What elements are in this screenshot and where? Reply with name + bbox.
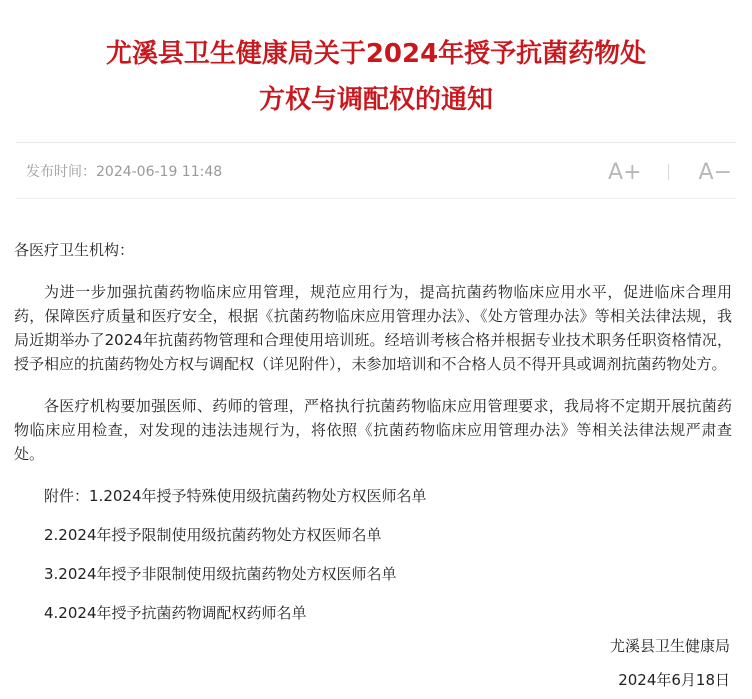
- attachments-label: 附件：: [44, 487, 90, 505]
- attachment-item[interactable]: 3.2024年授予非限制使用级抗菌药物处方权医师名单: [44, 565, 397, 583]
- salutation: 各医疗卫生机构：: [14, 241, 135, 259]
- paragraph: 各医疗机构要加强医师、药师的管理，严格执行抗菌药物临床应用管理要求，我局将不定期开展抗菌药物临床应用检查，对发现的违法违规行为，将依照《抗菌药物临床应用管理办法》等相关法律法规严肃查处。: [14, 397, 732, 463]
- signer: 尤溪县卫生健康局: [609, 637, 730, 655]
- font-increase-button[interactable]: A+: [608, 159, 642, 185]
- publish-info: [26, 161, 222, 181]
- document-date: 2024年6月18日: [618, 671, 730, 689]
- page-title: [10, 31, 742, 123]
- meta-row: [16, 150, 736, 194]
- divider: [16, 142, 736, 143]
- attachment-item[interactable]: 4.2024年授予抗菌药物调配权药师名单: [44, 604, 307, 622]
- paragraph: 为进一步加强抗菌药物临床应用管理，规范应用行为，提高抗菌药物临床应用水平，促进临床合理用药，保障医疗质量和医疗安全，根据《抗菌药物临床应用管理办法》、《处方管理办法》等相关法律法规，我局近期举办了2024年抗菌药物管理和合理使用培训班。经培训考核合格并根据专业技术职务任职资格情况，授予相应的抗菌药物处方权与调配权（详见附件），未参加培训和不合格人员不得开具或调剂抗菌药物处方。: [14, 283, 732, 373]
- attachment-item[interactable]: [14, 484, 732, 508]
- title-line-2: 方权与调配权的通知: [258, 85, 493, 116]
- article-body: [14, 238, 732, 640]
- publish-label: 发布时间：: [26, 164, 96, 180]
- publish-time: 2024-06-19 11:48: [96, 164, 223, 180]
- font-decrease-button[interactable]: A−: [698, 159, 732, 185]
- attachment-item[interactable]: 2.2024年授予限制使用级抗菌药物处方权医师名单: [44, 526, 382, 544]
- divider: [16, 198, 736, 199]
- attachment-link[interactable]: 1.2024年授予特殊使用级抗菌药物处方权医师名单: [89, 487, 427, 505]
- font-controls-separator: [668, 164, 669, 180]
- title-line-1: 尤溪县卫生健康局关于2024年授予抗菌药物处: [105, 39, 647, 70]
- font-size-controls: [604, 156, 736, 188]
